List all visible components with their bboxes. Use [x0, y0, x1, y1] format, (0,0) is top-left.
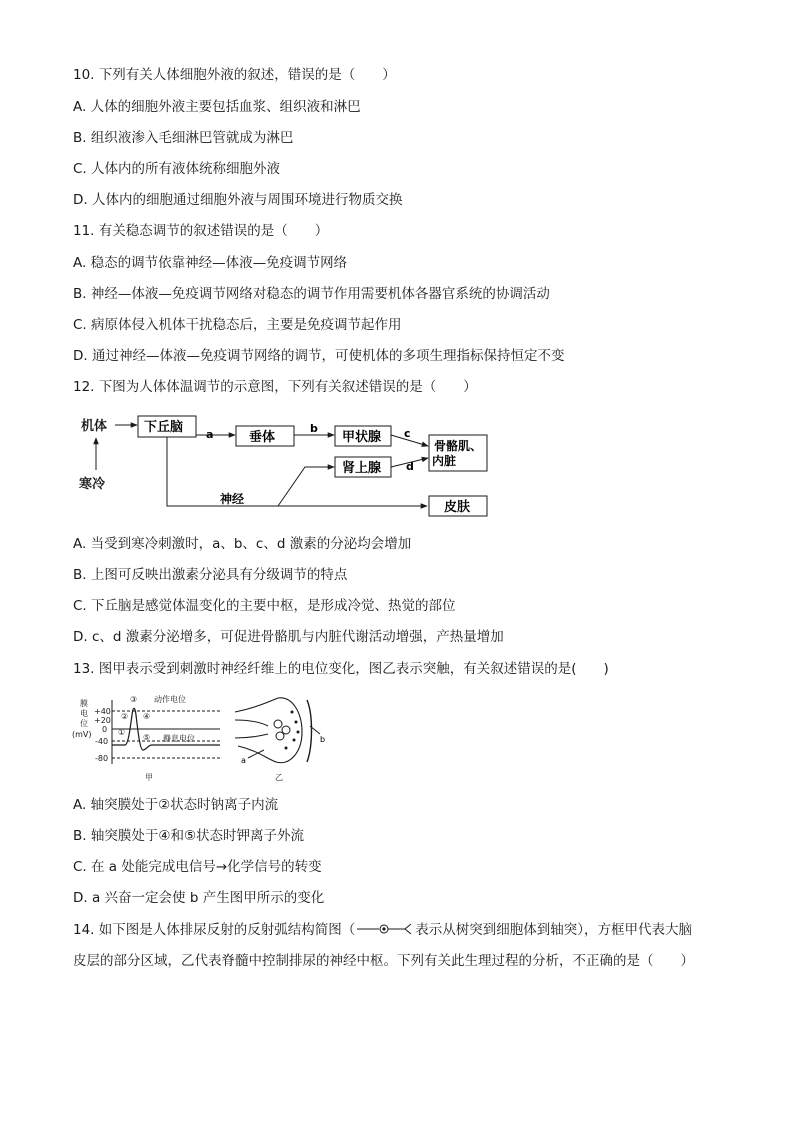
node-gugeji-1: 骨骼肌、 [434, 439, 483, 453]
axon-line-1 [235, 720, 268, 726]
q10-option-d: D. 人体内的细胞通过细胞外液与周围环境进行物质交换 [73, 192, 403, 208]
tick-p40: +40 [94, 707, 111, 716]
synaptic-vesicles [274, 711, 300, 750]
caption-jia: 甲 [145, 773, 153, 782]
tick-0: 0 [102, 725, 108, 734]
thermoregulation-diagram [70, 408, 500, 523]
nerve-path-to-adrenal [278, 467, 334, 506]
neuron-symbol-icon [355, 922, 415, 936]
phase-2: ② [121, 712, 129, 721]
q10-stem: 10. 下列有关人体细胞外液的叙述，错误的是（ ） [73, 67, 396, 83]
label-synapse-b: b [320, 735, 326, 744]
ylabel-2: 电 [80, 709, 88, 718]
phase-5: ⑤ [143, 733, 151, 742]
q14-stem-line2: 皮层的部分区域，乙代表脊髓中控制排尿的神经中枢。下列有关此生理过程的分析，不正确的是（ ） [73, 953, 694, 969]
node-shenshangxian: 肾上腺 [342, 461, 382, 476]
label-synapse-a: a [241, 756, 246, 765]
phase-4: ④ [143, 712, 151, 721]
node-pifu: 皮肤 [444, 500, 471, 515]
tick-m40: -40 [95, 737, 109, 746]
q10-option-c: C. 人体内的所有液体统称细胞外液 [73, 161, 281, 177]
q11-option-c: C. 病原体侵入机体干扰稳态后，主要是免疫调节起作用 [73, 317, 402, 333]
phase-1: ① [118, 728, 126, 737]
q14-stem-pre: 14. 如下图是人体排尿反射的反射弧结构简图（ [73, 922, 356, 938]
phase-3: ③ [130, 695, 138, 704]
label-c: c [404, 427, 411, 440]
q12-option-d: D. c、d 激素分泌增多，可促进骨骼肌与内脏代谢活动增强，产热量增加 [73, 629, 504, 645]
q12-option-a: A. 当受到寒冷刺激时，a、b、c、d 激素的分泌均会增加 [73, 536, 412, 552]
pointer-a [248, 750, 264, 758]
node-jiazhuangxian: 甲状腺 [342, 430, 382, 445]
action-potential-and-synapse-figure [70, 690, 330, 788]
node-chuiti: 垂体 [249, 430, 276, 445]
node-gugeji-2: 内脏 [432, 454, 457, 468]
postsynaptic-membrane [307, 700, 312, 762]
q14-stem-line1 [73, 921, 692, 939]
ylabel-unit: (mV) [72, 730, 92, 739]
q13-option-c: C. 在 a 处能完成电信号→化学信号的转变 [73, 859, 322, 875]
q12-option-b: B. 上图可反映出激素分泌具有分级调节的特点 [73, 567, 348, 583]
q12-stem: 12. 下图为人体体温调节的示意图，下列有关叙述错误的是（ ） [73, 379, 477, 395]
ylabel-1: 膜 [80, 699, 88, 708]
q11-stem: 11. 有关稳态调节的叙述错误的是（ ） [73, 223, 329, 239]
q12-option-c: C. 下丘脑是感觉体温变化的主要中枢，是形成冷觉、热觉的部位 [73, 598, 456, 614]
label-d: d [406, 460, 414, 473]
q13-stem: 13. 图甲表示受到刺激时神经纤维上的电位变化，图乙表示突触，有关叙述错误的是( ) [73, 661, 609, 677]
q11-option-d: D. 通过神经—体液—免疫调节网络的调节，可使机体的多项生理指标保持恒定不变 [73, 348, 565, 364]
q11-option-a: A. 稳态的调节依靠神经—体液—免疫调节网络 [73, 255, 348, 271]
ylabel-3: 位 [80, 719, 88, 728]
tick-m80: -80 [95, 754, 109, 763]
axon-line-2 [235, 734, 268, 738]
q13-option-b: B. 轴突膜处于④和⑤状态时钾离子外流 [73, 828, 305, 844]
label-dongzuo: 动作电位 [154, 695, 186, 704]
q10-option-a: A. 人体的细胞外液主要包括血浆、组织液和淋巴 [73, 99, 361, 115]
tick-p20: +20 [94, 716, 111, 725]
label-jingxi: 静息电位 [163, 734, 195, 743]
q14-stem-post: 表示从树突到细胞体到轴突），方框甲代表大脑 [415, 922, 693, 938]
node-hanleng: 寒冷 [79, 477, 106, 492]
label-b: b [310, 422, 318, 435]
q11-option-b: B. 神经—体液—免疫调节网络对稳态的调节作用需要机体各器官系统的协调活动 [73, 286, 550, 302]
label-a: a [206, 428, 214, 441]
label-shenjing: 神经 [220, 492, 245, 506]
node-jiti: 机体 [81, 419, 108, 434]
node-xiaqiunao: 下丘脑 [144, 420, 184, 435]
presynaptic-terminal [235, 698, 302, 763]
q13-option-d: D. a 兴奋一定会使 b 产生图甲所示的变化 [73, 890, 325, 906]
q13-option-a: A. 轴突膜处于②状态时钠离子内流 [73, 797, 279, 813]
caption-yi: 乙 [275, 773, 283, 782]
q10-option-b: B. 组织液渗入毛细淋巴管就成为淋巴 [73, 130, 294, 146]
